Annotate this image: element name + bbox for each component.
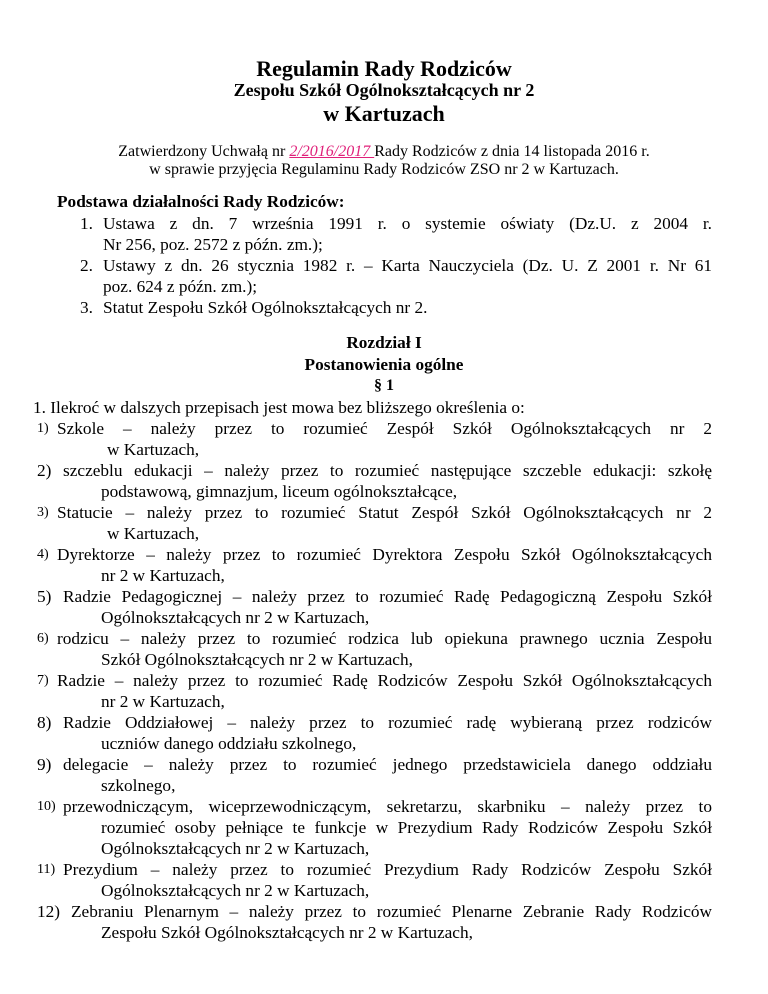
basis-item-num: 1. [80,214,93,233]
definition-line: Szkół Ogólnokształcących nr 2 w Kartuzach, [101,650,413,669]
definition-num: 7) [37,673,49,688]
definition-line: Radzie – należy przez to rozumieć Radę Rodziców Zespołu Szkół Ogólnokształcących [57,671,712,690]
basis-item-num: 3. [80,298,93,317]
definition-num: 10) [37,799,56,814]
definition-num: 12) [37,902,61,921]
definition-line: nr 2 w Kartuzach, [101,566,225,585]
basis-item-line: Ustawy z dn. 26 stycznia 1982 r. – Karta Nauczyciela (Dz. U. Z 2001 r. Nr 61 [103,256,712,275]
definition-line: Szkole – należy przez to rozumieć Zespół Szkół Ogólnokształcących nr 2 [57,419,712,438]
definition-line: w Kartuzach, [107,524,200,543]
definition-num: 8) [37,713,52,732]
definition-line: szkolnego, [101,776,176,795]
approval-line-1 [0,143,768,161]
definitions-intro: 1. Ilekroć w dalszych przepisach jest mowa bez bliższego określenia o: [33,398,525,417]
definition-num: 2) [37,461,52,480]
definition-num: 1) [37,421,49,436]
basis-item-line: Ustawa z dn. 7 września 1991 r. o systemie oświaty (Dz.U. z 2004 r. [103,214,712,233]
definition-line: rodzicu – należy przez to rozumieć rodzica lub opiekuna prawnego ucznia Zespołu [57,629,712,648]
definition-line: Ogólnokształcących nr 2 w Kartuzach, [101,881,370,900]
definition-line: szczeblu edukacji – należy przez to rozumieć następujące szczeble edukacji: szkołę [63,461,712,480]
definition-num: 3) [37,505,49,520]
document-location: w Kartuzach [323,101,445,126]
basis-item-line: Nr 256, poz. 2572 z późn. zm.); [103,235,323,254]
definition-line: Dyrektorze – należy przez to rozumieć Dyrektora Zespołu Szkół Ogólnokształcących [57,545,712,564]
definition-line: w Kartuzach, [107,440,200,459]
basis-item-line: poz. 624 z późn. zm.); [103,277,258,296]
definition-num: 11) [37,862,56,877]
document-title: Regulamin Rady Rodziców [256,56,512,81]
chapter-number: Rozdział I [346,333,422,352]
definition-line: Radzie Pedagogicznej – należy przez to rozumieć Radę Pedagogiczną Zespołu Szkół [63,587,712,606]
definition-line: nr 2 w Kartuzach, [101,692,225,711]
definition-num: 9) [37,755,52,774]
approval-line-2: w sprawie przyjęcia Regulaminu Rady Rodziców ZSO nr 2 w Kartuzach. [149,161,619,178]
definition-line: Statucie – należy przez to rozumieć Statut Zespół Szkół Ogólnokształcących nr 2 [57,503,712,522]
definition-line: Prezydium – należy przez to rozumieć Prezydium Rady Rodziców Zespołu Szkół [63,860,712,879]
definition-line: rozumieć osoby pełniące te funkcje w Prezydium Rady Rodziców Zespołu Szkół [101,818,712,837]
basis-item-line: Statut Zespołu Szkół Ogólnokształcących nr 2. [103,298,428,317]
definition-line: delegacie – należy przez to rozumieć jednego przedstawiciela danego oddziału [63,755,712,774]
paragraph-mark: § 1 [374,377,394,394]
approval-prefix: Zatwierdzony Uchwałą nr [118,143,290,160]
definition-line: uczniów danego oddziału szkolnego, [101,734,357,753]
basis-item-num: 2. [80,256,93,275]
basis-heading: Podstawa działalności Rady Rodziców: [57,192,345,211]
definition-line: przewodniczącym, wiceprzewodniczącym, sekretarzu, skarbniku – należy przez to [63,797,712,816]
definition-line: Radzie Oddziałowej – należy przez to rozumieć radę wybieraną przez rodziców [63,713,712,732]
resolution-number-link[interactable]: 2/2016/2017 [289,143,375,160]
document-subtitle: Zespołu Szkół Ogólnokształcących nr 2 [233,80,535,100]
definition-num: 6) [37,631,49,646]
definition-line: Ogólnokształcących nr 2 w Kartuzach, [101,608,370,627]
chapter-title: Postanowienia ogólne [304,355,464,374]
definition-line: Zebraniu Plenarnym – należy przez to rozumieć Plenarne Zebranie Rady Rodziców [71,902,712,921]
approval-suffix: Rady Rodziców z dnia 14 listopada 2016 r. [374,143,650,160]
definition-line: Ogólnokształcących nr 2 w Kartuzach, [101,839,370,858]
definition-line: Zespołu Szkół Ogólnokształcących nr 2 w Kartuzach, [101,923,473,942]
definition-num: 5) [37,587,52,606]
definition-line: podstawową, gimnazjum, liceum ogólnokształcące, [101,482,458,501]
definition-num: 4) [37,547,49,562]
